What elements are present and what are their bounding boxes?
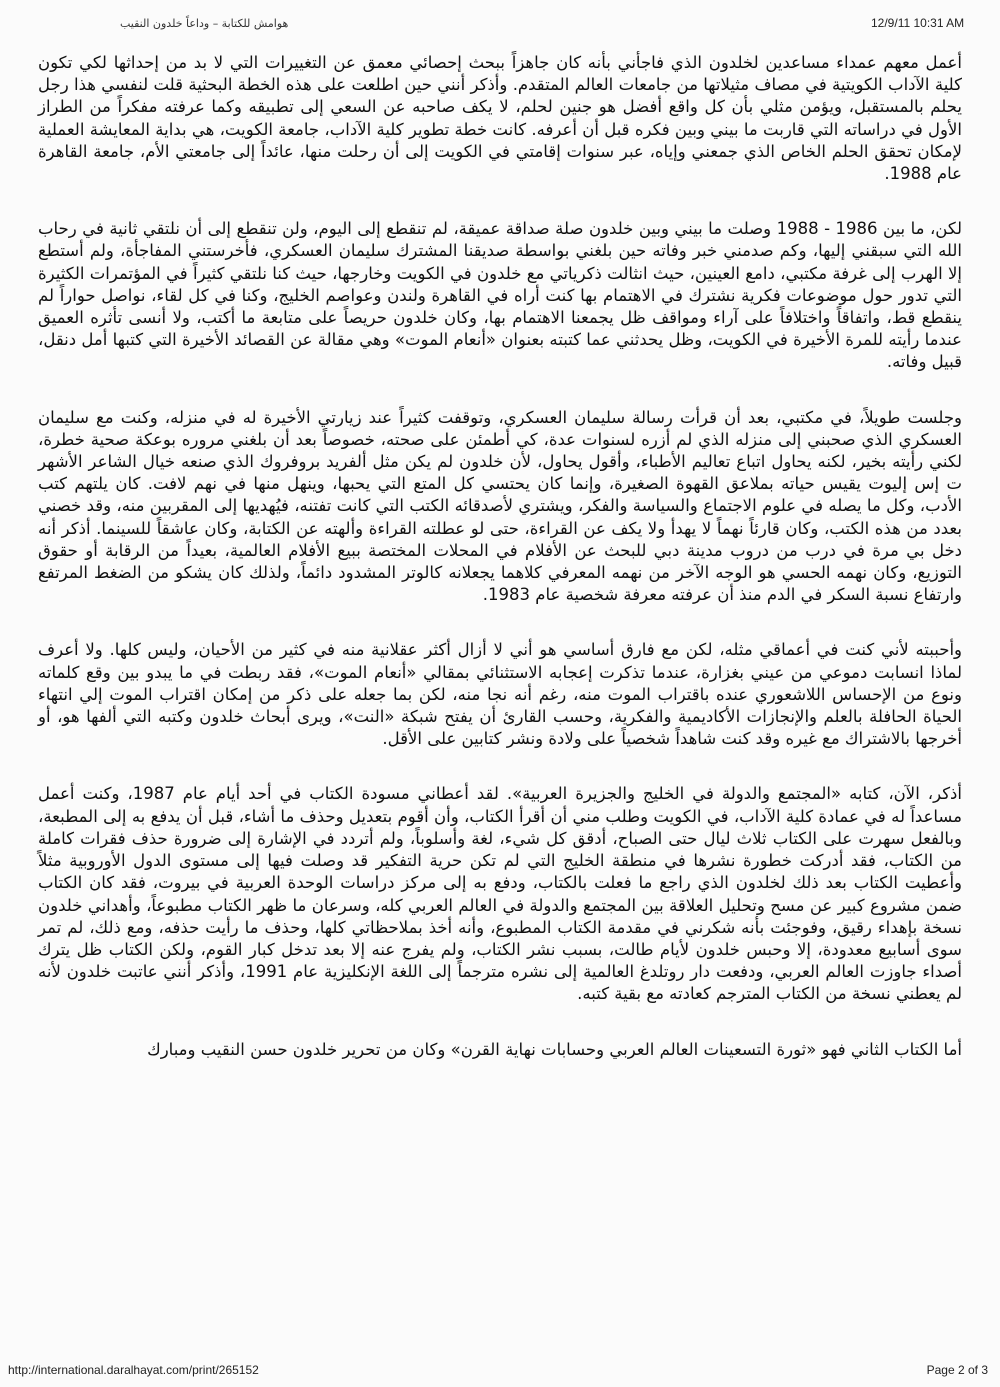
page-number: Page 2 of 3 — [926, 1363, 988, 1377]
article-body — [38, 52, 962, 1094]
article-paragraph: وأحببته لأني كنت في أعماقي مثله، لكن مع فارق أساسي هو أني لا أزال أكثر عقلانية منه في كثير من الأحيان، وليس كلها. ولا أعرف لماذا انسابت دموعي من عيني بغزارة، عندما تذكرت إعجابه الاستثنائي بمقالي «أنعام الموت»، فقد ربطت في ما يبدو بين وقع كلماته ونوع من الإحساس اللاشعوري عنده باقتراب الموت منه، رغم أنه نجا منه، لكن بما جعله على ذكر من إمكان اقتراب الموت إلي انتهاء الحياة الحافلة بالعلم والإنجازات الأكاديمية والفكرية، وحسب القارئ أن يفتح شبكة «النت»، ويرى أبحاث خلدون وكتبه التي ألفها هو، أو أخرجها بالاشتراك مع غيره وقد كنت شاهداً شخصياً على ولادة ونشر كتابين على الأقل. — [38, 640, 962, 749]
article-paragraph: أعمل معهم عمداء مساعدين لخلدون الذي فاجأني بأنه كان جاهزاً ببحث إحصائي معمق عن التغييرات التي لا بد من إحداثها لكي تكون كلية الآداب الكويتية في مصاف مثيلاتها من جامعات العالم المتقدم. وأذكر أنني حين اطلعت على هذه الخطة البحثية قلت لنفسي هذا رجل يحلم بالمستقبل، ويؤمن مثلي بأن كل واقع أفضل هو جنين لحلم، لا يكف صاحبه عن السعي إلى تطبيقه وكما عرفته مفكراً من الطراز الأول في دراساته التي قاربت ما بيني وبين فكره قبل أن أعرفه. كانت خطة تطوير كلية الآداب، جامعة الكويت، هي بداية المعايشة العملية لإمكان تحقق الحلم الخاص الذي جمعني وإياه، عبر سنوات إقامتي في الكويت إلى أن رحلت منها، عائداً إلى جامعتي الأم، جامعة القاهرة عام 1988. — [38, 53, 962, 184]
article-paragraph: أذكر، الآن، كتابه «المجتمع والدولة في الخليج والجزيرة العربية». لقد أعطاني مسودة الكتاب في أحد أيام عام 1987، وكنت أعمل مساعداً له في عمادة كلية الآداب، في الكويت وطلب مني أن أقرأ الكتاب، وأن أقوم بتعديل وحذف ما أشاء، قبل أن يدفع به إلى المطبعة، وبالفعل سهرت على الكتاب ثلاث ليال حتى الصباح، أدقق كل شيء، لغة وأسلوباً، ولم أتردد في الإشارة إلى ضرورة حذف فقرات كاملة من الكتاب، فقد أدركت خطورة نشرها في منطقة الخليج التي لم تكن حرية التفكير قد وصلت فيها إلى مستوى الدول الأوروبية مثلاً وأعطيت الكتاب بعد ذلك لخلدون الذي راجع ما فعلت بالكتاب، ودفع به إلى مركز دراسات الوحدة العربية في بيروت، فقد كان الكتاب ضمن مشروع كبير عن مسح وتحليل العلاقة بين المجتمع والدولة في العالم العربي كله، وسرعان ما ظهر الكتاب مطبوعاً، وأهداني خلدون نسخة بإهداء رقيق، وفوجئت بأنه شكرني في مقدمة الكتاب المطبوع، وأنه أخذ بملاحظاتي كلها، وحذف ما رأيت حذفه، ومع ذلك، لم تمر سوى أسابيع معدودة، إلا وحبس خلدون لأيام طالت، بسبب نشر الكتاب، ولم يفرج عنه إلا بعد تدخل كبار القوم، ولكن الكتاب ظل يترك أصداء جاوزت العالم العربي، ودفعت دار روتلدغ العالمية إلى نشره مترجماً إلى اللغة الإنكليزية عام 1991، وأذكر أنني عاتبت خلدون لأنه لم يعطني نسخة من الكتاب المترجم كعادته مع بقية كتبه. — [38, 784, 962, 1004]
print-datetime: 12/9/11 10:31 AM — [871, 16, 965, 30]
article-paragraph: لكن، ما بين 1986 - 1988 وصلت ما بيني وبين خلدون صلة صداقة عميقة، لم تنقطع إلى اليوم، ولن تنقطع إلى أن نلتقي ثانية في رحاب الله التي سبقني إليها، وكم صدمني خبر وفاته حين بلغني بواسطة صديقنا المشترك سليمان العسكري، فأخرستني المفاجأة، ولم أستطع إلا الهرب إلى غرفة مكتبي، دامع العينين، حيث انثالت ذكرياتي مع خلدون في الكويت وخارجها، حيث كنا نلتقي كثيراً في المؤتمرات الكثيرة التي تدور حول موضوعات فكرية نشترك في الاهتمام بها كنت أراه في القاهرة ولندن وعواصم الخليج، وكنا في كل لقاء، نواصل حواراً لم ينقطع قط، واتفاقاً واختلافاً على آراء ومواقف ظل يجمعنا الاهتمام بها، وكان خلدون حريصاً على متابعة ما أكتب، ولا أنسى تأثره العميق عندما رأيته للمرة الأخيرة في الكويت، وظل يحدثني عما كتبته بعنوان «أنعام الموت» وهي مقالة عن القصائد الأخيرة التي كتبها أمل دنقل، قبيل وفاته. — [38, 219, 962, 372]
article-paragraph: أما الكتاب الثاني فهو «ثورة التسعينات العالم العربي وحسابات نهاية القرن» وكان من تحرير خلدون حسن النقيب ومبارك — [147, 1039, 962, 1059]
article-paragraph: وجلست طويلاً، في مكتبي، بعد أن قرأت رسالة سليمان العسكري، وتوقفت كثيراً عند زيارتي الأخيرة له في منزله، وكنت مع سليمان العسكري الذي صحبني إلى منزله الذي لم أزره لسنوات عدة، كي أطمئن على صحته، خصوصاً بعد أن بلغني مروره بوعكة صحية خطرة، لكني رأيته بخير، لكنه يحاول اتباع تعاليم الأطباء، وأقول يحاول، لأن خلدون لم يكن مثل ألفريد بروفروك الذي صنعه خيال الشاعر الأشهر ت إس إليوت يقيس حياته بملاعق القهوة الصغيرة، وإنما كان يحتسي كل المتع التي يحبها، وينهل منها في نهم لافت. كان يلتهم كتب الأدب، وكل ما يصله في علوم الاجتماع والسياسة والفكر، ويشتري لأصدقائه الكتب التي كانت تفتنه، فيُهديها إلى المقربين منه، وقد خصني بعدد من هذه الكتب، وكان قارئاً نهماً لا يهدأ ولا يكف عن القراءة، حتى لو عطلته القراءة وألهته عن الكتابة، وكان عاشقاً للسينما. أذكر أنه دخل بي مرة في درب من دروب مدينة دبي للبحث عن الأفلام في المحلات المختصة ببيع الأفلام العالمية، بعيداً من الرقابة أو حقوق التوزيع، وكان نهمه الحسي هو الوجه الآخر من نهمه المعرفي كلاهما يجعلانه كالوتر المشدود دائماً، ولذلك كان يشكو من الضغط المرتفع وارتفاع نسبة السكر في الدم منذ أن عرفته معرفة شخصية عام 1983. — [38, 407, 962, 605]
footer-url-link[interactable]: http://international.daralhayat.com/print/265152 — [8, 1363, 259, 1377]
page-header-title: هوامش للكتابة – وداعاً خلدون النقيب — [120, 17, 289, 30]
